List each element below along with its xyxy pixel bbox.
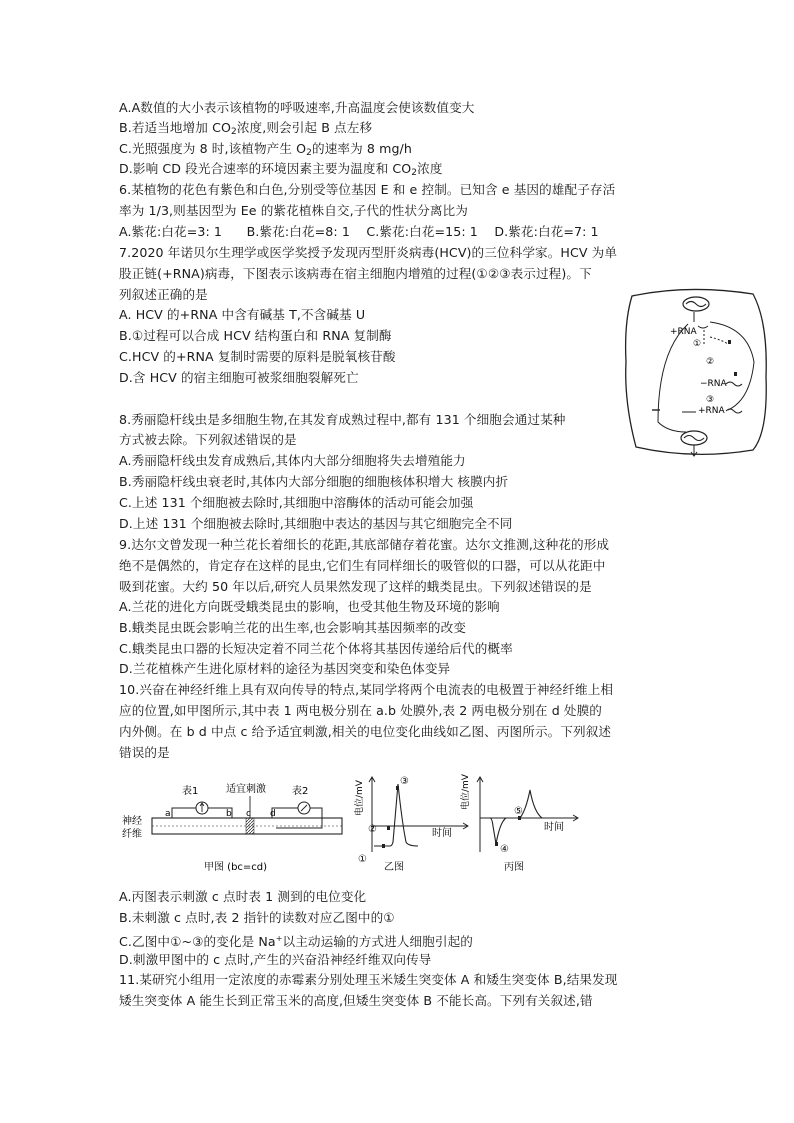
q7-stem-2: 股正链(+RNA)病毒，下图表示该病毒在宿主细胞内增殖的过程(①②③表示过程)。下 (119, 266, 592, 281)
chart-bing (459, 773, 578, 873)
q7-stem-3: 列叙述正确的是 (119, 287, 208, 302)
bing-point-5: ⑤ (514, 806, 523, 817)
fiber-label-2: 纤维 (122, 829, 142, 840)
q5-option-b: B.若适当地增加 $CO_2$浓度,则会引起 B 点左移 (119, 120, 373, 137)
q9-stem-3: 吸到花蜜。大约 50 年以后,研究人员果然发现了这样的蛾类昆虫。下列叙述错误的是 (119, 579, 592, 594)
yi-point-3: ③ (400, 776, 409, 787)
q10-option-a: A.丙图表示刺激 c 点时表 1 测到的电位变化 (119, 889, 367, 904)
q9-stem-2: 绝不是偶然的，肯定存在这样的昆虫,它们生有同样细长的吸管似的口器，可以从花距中 (119, 558, 606, 573)
point-d: d (270, 809, 276, 819)
yi-point-1: ① (358, 854, 367, 865)
q8-option-c: C.上述 131 个细胞被去除时,其细胞中溶酶体的活动可能会加强 (119, 495, 474, 510)
bing-caption: 丙图 (504, 862, 524, 873)
q7-option-d: D.含 HCV 的宿主细胞可被浆细胞裂解死亡 (119, 370, 359, 385)
q9-option-c: C.蛾类昆虫口器的长短决定着不同兰花个体将其基因传递给后代的概率 (119, 641, 513, 656)
q10-option-d: D.刺激甲图中的 c 点时,产生的兴奋沿神经纤维双向传导 (119, 952, 432, 967)
chart-yi (353, 776, 468, 873)
q9-option-b: B.蛾类昆虫既会影响兰花的出生率,也会影响其基因频率的改变 (119, 620, 466, 635)
q5-option-a: A.A数值的大小表示该植物的呼吸速率,升高温度会使该数值变大 (119, 100, 475, 115)
q8-option-a: A.秀丽隐杆线虫发育成熟后,其体内大部分细胞将失去增殖能力 (119, 453, 466, 468)
fiber-label-1: 神经 (122, 816, 142, 827)
q6-options: A.紫花:白花=3: 1 B.紫花:白花=8: 1 C.紫花:白花=15: 1 D.紫花:白花=7: 1 (119, 224, 599, 239)
q6-stem-2: 率为 1/3,则基因型为 Ee 的紫花植株自交,子代的性状分离比为 (119, 203, 468, 218)
q7-option-a: A. HCV 的+RNA 中含有碱基 T,不含碱基 U (119, 307, 366, 322)
bing-ylabel: 电位/mV (461, 774, 471, 810)
figure-jia-caption: 甲图 (bc=cd) (204, 862, 268, 873)
plus-rna-top-label: +RNA (670, 327, 697, 337)
meter-1-label: 表1 (182, 786, 199, 797)
step-3-label: ③ (706, 395, 715, 405)
q10-stem-1: 10.兴奋在神经纤维上具有双向传导的特点,某同学将两个电流表的电极置于神经纤维上相 (119, 682, 614, 697)
stimulus-label: 适宜刺激 (226, 784, 266, 795)
q10-option-c: C.乙图中①~③的变化是 Na+以主动运输的方式进人细胞引起的 (119, 934, 473, 949)
yi-xlabel: 时间 (432, 828, 452, 839)
q8-stem-1: 8.秀丽隐杆线虫是多细胞生物,在其发育成熟过程中,都有 131 个细胞会通过某种 (119, 412, 566, 427)
q9-option-d: D.兰花植株产生进化原材料的途径为基因突变和染色体变异 (119, 661, 451, 676)
q10-stem-2: 应的位置,如甲图所示,其中表 1 两电极分别在 a.b 处膜外,表 2 两电极分别在 d 处膜的 (119, 703, 602, 718)
point-b: b (226, 809, 232, 819)
q10-stem-3: 内外侧。在 b d 中点 c 给予适宜刺激,相关的电位变化曲线如乙图、丙图所示。下列叙述 (119, 724, 612, 739)
q9-stem-1: 9.达尔文曾发现一种兰花长着细长的花距,其底部储存着花蜜。达尔文推测,这种花的形成 (119, 537, 610, 552)
q11-stem-2: 矮生突变体 A 能生长到正常玉米的高度,但矮生突变体 B 不能长高。下列有关叙述,错 (119, 993, 593, 1008)
nerve-fiber-figure (122, 772, 582, 877)
host-cell-membrane (626, 289, 767, 454)
yi-ylabel: 电位/mV (355, 780, 365, 816)
q5-option-d: D.影响 CD 段光合速率的环境因素主要为温度和 $CO_2$浓度 (119, 161, 443, 178)
bing-point-4: ④ (500, 844, 509, 855)
yi-point-2: ② (368, 824, 377, 835)
q8-option-d: D.上述 131 个细胞被去除时,其细胞中表达的基因与其它细胞完全不同 (119, 516, 513, 531)
yi-caption: 乙图 (384, 862, 404, 873)
bing-xlabel: 时间 (544, 822, 564, 833)
q5-option-c: C.光照强度为 8 时,该植物产生 $O_2$的速率为 8 mg/h (119, 141, 412, 158)
q7-stem-1: 7.2020 年诺贝尔生理学或医学奖授予发现丙型肝炎病毒(HCV)的三位科学家。HCV 为单 (119, 245, 618, 260)
q8-option-b: B.秀丽隐杆线虫衰老时,其体内大部分细胞的细胞核体积增大 核膜内折 (119, 474, 509, 489)
hcv-replication-figure (618, 282, 778, 462)
virus-bottom-icon (681, 431, 707, 445)
meter-2-label: 表2 (292, 786, 309, 797)
step-2-label: ② (706, 357, 715, 367)
point-a: a (165, 809, 171, 819)
virus-top-icon (683, 297, 709, 311)
step-1-label: ① (693, 339, 702, 349)
q7-option-c: C.HCV 的+RNA 复制时需要的原料是脱氧核苷酸 (119, 349, 396, 364)
q6-stem-1: 6.某植物的花色有紫色和白色,分别受等位基因 E 和 e 控制。已知含 e 基因的雄配子存活 (119, 182, 616, 197)
q10-option-b: B.未刺激 c 点时,表 2 指针的读数对应乙图中的① (119, 910, 395, 925)
q10-stem-4: 错误的是 (119, 745, 170, 760)
point-c: c (246, 809, 251, 819)
q9-option-a: A.兰花的进化方向既受蛾类昆虫的影响，也受其他生物及环境的影响 (119, 599, 500, 614)
q8-stem-2: 方式被去除。下列叙述错误的是 (119, 432, 297, 447)
q11-stem-1: 11.某研究小组用一定浓度的赤霉素分别处理玉米矮生突变体 A 和矮生突变体 B,结果发现 (119, 972, 618, 987)
q7-option-b: B.①过程可以合成 HCV 结构蛋白和 RNA 复制酶 (119, 328, 392, 343)
plus-rna-bottom-label: +RNA (698, 406, 725, 416)
minus-rna-label: −RNA (700, 379, 727, 389)
